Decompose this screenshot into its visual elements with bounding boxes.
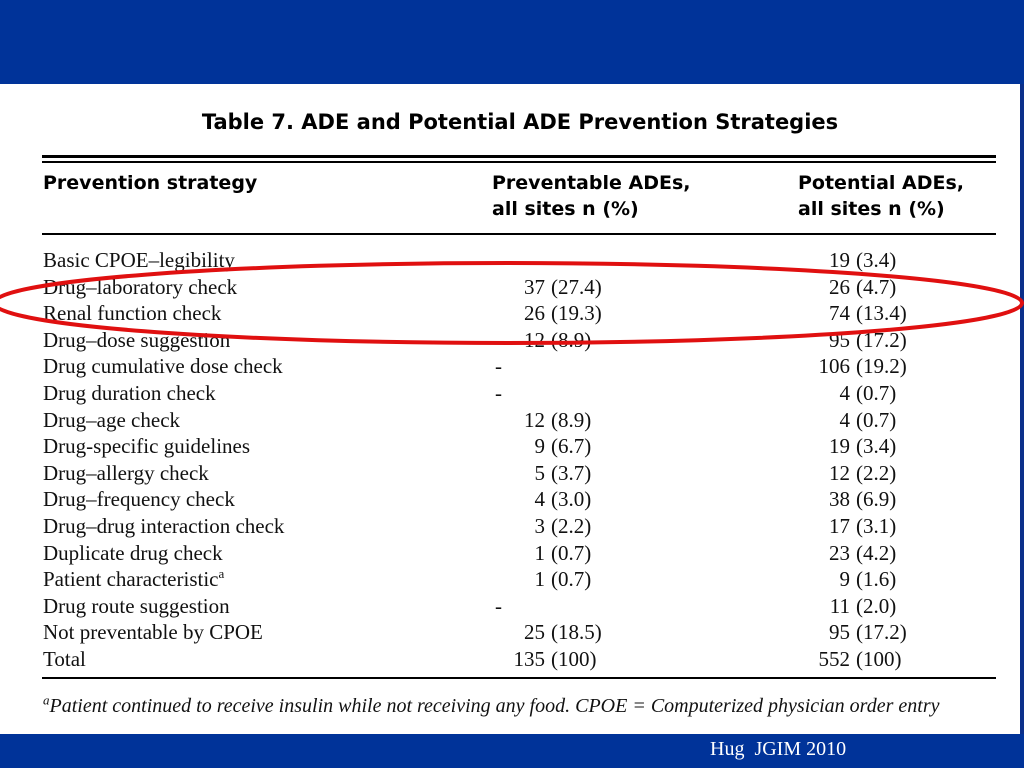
count-value: 26 [524,301,545,326]
count-value: 4 [839,380,850,405]
percent-value: (2.2) [856,460,897,485]
cell-potential [800,566,940,592]
count-value: 95 [829,620,850,645]
percent-value: (3.0) [551,487,592,512]
cell-strategy [43,247,235,273]
count-value: 95 [829,327,850,352]
cell-strategy [43,300,221,326]
table-row [0,407,1024,434]
table-row [0,274,1024,301]
top-banner [0,0,1024,84]
footnote-ref: a [218,566,225,582]
table-row [0,486,1024,513]
table-row [0,247,1024,274]
strategy-label: Renal function check [43,301,222,326]
percent-value: (2.2) [551,513,592,538]
count-value: 12 [524,407,545,432]
strategy-label: Patient characteristic [43,567,219,592]
cell-potential [800,407,940,433]
header-preventable-line2: all sites n (%) [492,198,639,220]
table-row [0,540,1024,567]
cell-strategy [43,513,284,539]
top-double-rule-inner [42,161,996,163]
count-value: - [495,593,502,618]
strategy-label: Duplicate drug check [43,540,223,565]
citation: Hug JGIM 2010 [710,738,847,760]
cell-strategy [43,353,283,379]
count-value: 4 [534,487,545,512]
cell-potential [800,247,940,273]
table-footnote [43,692,1013,720]
count-value: 5 [534,460,545,485]
percent-value: (27.4) [551,274,602,299]
table-row [0,300,1024,327]
cell-preventable [495,486,635,512]
header-rule [42,233,996,235]
cell-potential [800,540,940,566]
cell-strategy [43,593,230,619]
cell-potential [800,327,940,353]
footnote-text: Patient continued to receive insulin while not receiving any food. CPOE = Computerized physician order entry [49,695,940,717]
cell-preventable [495,407,635,433]
strategy-label: Drug–dose suggestion [43,327,231,352]
percent-value: (8.9) [551,407,592,432]
count-value: 1 [534,567,545,592]
header-preventable-ades [492,170,690,222]
table-row [0,380,1024,407]
cell-potential [800,353,940,379]
strategy-label: Drug–drug interaction check [43,513,285,538]
count-value: 38 [829,487,850,512]
count-value: 4 [839,407,850,432]
cell-preventable [495,327,635,353]
table-row [0,353,1024,380]
table-row [0,566,1024,593]
cell-strategy [43,619,263,645]
count-value: 74 [829,301,850,326]
table-row [0,433,1024,460]
strategy-label: Total [43,646,86,671]
strategy-label: Basic CPOE–legibility [43,248,235,272]
percent-value: (0.7) [856,407,897,432]
count-value: 9 [839,567,850,592]
percent-value: (100) [856,646,902,671]
count-value: - [495,380,502,405]
strategy-label: Not preventable by CPOE [43,620,263,645]
percent-value: (0.7) [856,380,897,405]
table-row [0,593,1024,620]
percent-value: (13.4) [856,301,907,326]
count-value: - [495,248,502,272]
cell-strategy [43,407,180,433]
count-value: 135 [513,646,545,671]
cell-potential [800,486,940,512]
table-row [0,646,1024,673]
count-value: 12 [829,460,850,485]
cell-preventable [495,300,635,326]
count-value: 23 [829,540,850,565]
percent-value: (1.6) [856,567,897,592]
cell-preventable [495,513,635,539]
header-potential-line2: all sites n (%) [798,198,945,220]
strategy-label: Drug–allergy check [43,460,209,485]
percent-value: (3.1) [856,513,897,538]
bottom-rule [42,677,996,679]
table-row [0,327,1024,354]
cell-preventable [495,247,635,273]
cell-strategy [43,433,250,459]
top-double-rule [42,155,996,158]
percent-value: (3.4) [856,434,897,459]
header-potential-line1: Potential ADEs, [798,172,964,194]
cell-strategy [43,646,86,672]
cell-preventable [495,646,635,672]
strategy-label: Drug–laboratory check [43,274,238,299]
cell-preventable [495,274,635,300]
strategy-label: Drug-specific guidelines [43,434,251,459]
header-preventable-line1: Preventable ADEs, [492,172,691,194]
count-value: 1 [534,540,545,565]
count-value: - [495,354,502,379]
percent-value: (4.7) [856,274,897,299]
percent-value: (6.9) [856,487,897,512]
table-row [0,460,1024,487]
percent-value: (2.0) [856,593,897,618]
cell-strategy [43,380,216,406]
cell-preventable [495,540,635,566]
percent-value: (19.2) [856,354,907,379]
cell-potential [800,274,940,300]
count-value: 3 [534,513,545,538]
count-value: 552 [818,646,850,671]
footnote-marker: a [43,692,50,708]
count-value: 19 [829,248,850,272]
cell-potential [800,619,940,645]
table-row [0,619,1024,646]
cell-strategy [43,460,209,486]
cell-preventable [495,433,635,459]
cell-preventable [495,353,635,379]
count-value: 17 [829,513,850,538]
cell-preventable [495,460,635,486]
strategy-label: Drug cumulative dose check [43,354,283,379]
cell-strategy [43,540,223,566]
table-title: Table 7. ADE and Potential ADE Prevention Strategies [201,110,839,134]
percent-value: (17.2) [856,620,907,645]
percent-value: (19.3) [551,301,602,326]
cell-potential [800,460,940,486]
cell-preventable [495,566,635,592]
table-body [0,247,1024,673]
cell-strategy [43,274,237,300]
strategy-label: Drug–age check [43,407,181,432]
percent-value: (3.7) [551,460,592,485]
percent-value: (4.2) [856,540,897,565]
cell-potential [800,646,940,672]
percent-value: (100) [551,646,597,671]
cell-potential [800,593,940,619]
cell-preventable [495,619,635,645]
cell-potential [800,300,940,326]
cell-potential [800,380,940,406]
cell-potential [800,513,940,539]
count-value: 11 [829,593,850,618]
table-row [0,513,1024,540]
count-value: 25 [524,620,545,645]
cell-strategy [43,327,230,353]
header-potential-ades [798,170,964,222]
count-value: 19 [829,434,850,459]
cell-strategy [43,566,224,592]
count-value: 26 [829,274,850,299]
percent-value: (6.7) [551,434,592,459]
cell-preventable [495,380,635,406]
percent-value: (17.2) [856,327,907,352]
percent-value: (8.9) [551,327,592,352]
count-value: 12 [524,327,545,352]
count-value: 106 [818,354,850,379]
cell-preventable [495,593,635,619]
strategy-label: Drug–frequency check [43,487,235,512]
percent-value: (0.7) [551,540,592,565]
cell-strategy [43,486,235,512]
strategy-label: Drug duration check [43,380,216,405]
strategy-label: Drug route suggestion [43,593,230,618]
count-value: 9 [534,434,545,459]
percent-value: (0.7) [551,567,592,592]
header-prevention-strategy: Prevention strategy [43,172,258,194]
bottom-banner [0,734,1024,768]
count-value: 37 [524,274,545,299]
percent-value: (18.5) [551,620,602,645]
percent-value: (3.4) [856,248,897,272]
cell-potential [800,433,940,459]
